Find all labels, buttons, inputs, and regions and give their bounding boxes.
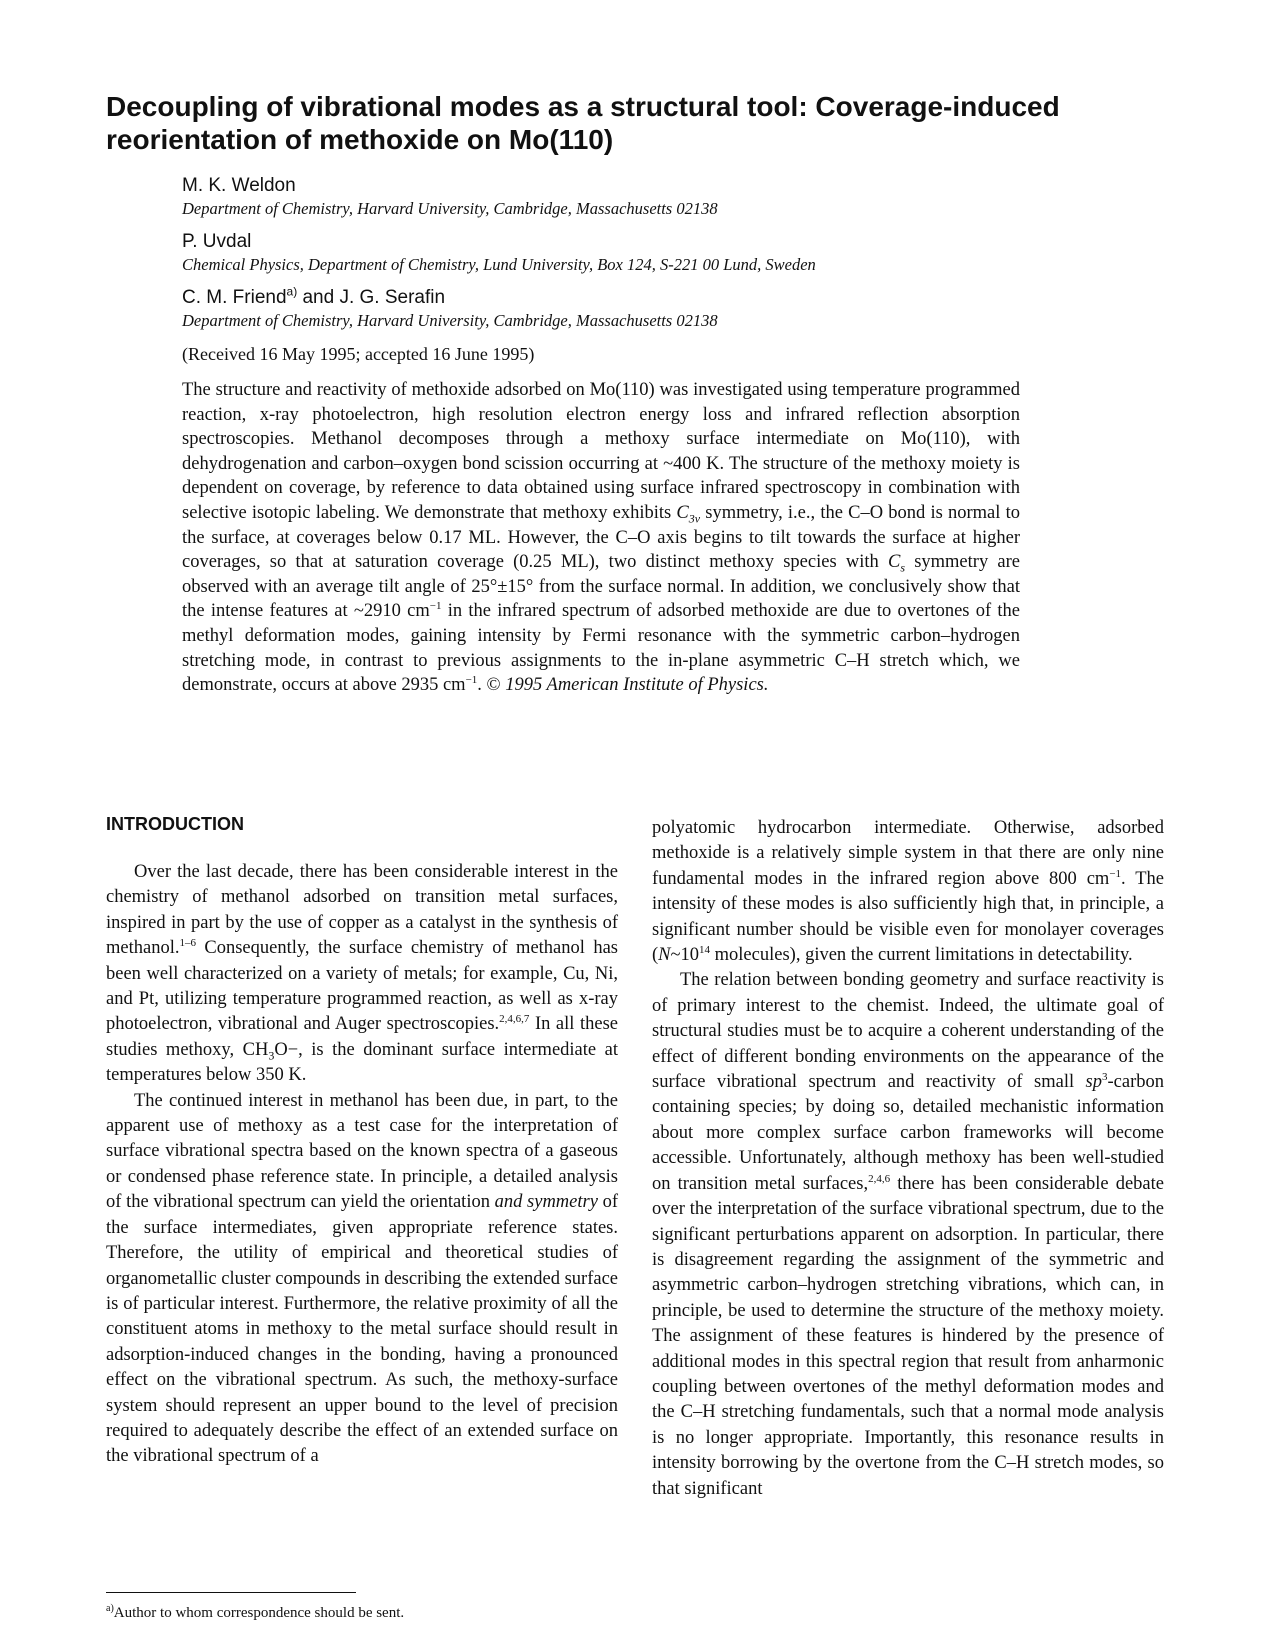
symmetry-symbol: C xyxy=(676,502,689,523)
body-text: O−, is the dominant surface intermediate at temperatures below 350 K. xyxy=(106,1039,618,1086)
abstract-text: in the infrared spectrum of adsorbed methoxide are due to overtones of the methyl deformation modes, gaining intensity by Fermi resonance with the symmetric carbon–hydrogen stretching mode, in contrast to previous assignments to the in-plane asymmetric C–H stretch which, we demonstrate, occurs at above 2935 cm xyxy=(182,601,1020,696)
abstract xyxy=(182,378,1020,698)
variable-symbol: N xyxy=(658,945,671,966)
variable-symbol: sp xyxy=(1085,1072,1102,1093)
footnote-mark: a) xyxy=(106,1603,114,1614)
body-paragraph xyxy=(106,1089,618,1470)
symmetry-symbol: C xyxy=(887,552,901,573)
footnote-text: Author to whom correspondence should be sent. xyxy=(113,1605,405,1621)
abstract-text: symmetry are observed with an average tilt angle of 25°±15° from the surface normal. In addition, we conclusively show that the intense features at ~2910 cm xyxy=(182,552,1020,622)
citation[interactable]: 2,4,6 xyxy=(868,1172,891,1185)
body-paragraph xyxy=(652,968,1164,1502)
section-heading: INTRODUCTION xyxy=(106,814,244,834)
author-block xyxy=(182,174,1022,366)
symmetry-subscript: s xyxy=(900,560,905,575)
exponent: 3 xyxy=(1102,1070,1108,1083)
body-paragraph xyxy=(106,860,618,1089)
unit-exponent: −1 xyxy=(1109,867,1122,880)
body-text: there has been considerable debate over the interpretation of the surface vibrational spectrum, due to the significant perturbations apparent on adsorption. In particular, there is disagreement regarding the assignment of the symmetric and asymmetric carbon–hydrogen stretching vibrations, which can, in principle, be used to determine the structure of the methoxy moiety. The assignment of these features is hindered by the presence of additional modes in this spectral region that result from anharmonic coupling between overtones of the methyl deformation modes and the C–H stretching fundamentals, such that a normal mode analysis is no longer appropriate. Importantly, this resonance results in intensity borrowing by the overtone from the C–H stretch modes, so that significant xyxy=(652,1173,1164,1499)
author-affiliation: Department of Chemistry, Harvard University, Cambridge, Massachusetts 02138 xyxy=(182,199,718,218)
body-text: molecules), given the current limitations in detectability. xyxy=(710,945,1133,966)
body-text: of the surface intermediates, given appropriate reference states. Therefore, the utility of empirical and theoretical studies of organometallic cluster compounds in describing the extended surface is of particular interest. Furthermore, the relative proximity of all the constituent atoms in methoxy to the metal surface should result in adsorption-induced changes in the bonding, having a pronounced effect on the vibrational spectrum. As such, the methoxy-surface system should represent an upper bound to the level of precision required to adequately describe the effect of an extended surface on the vibrational spectrum of a xyxy=(106,1192,619,1467)
received-dates: (Received 16 May 1995; accepted 16 June 1995) xyxy=(182,344,535,364)
footnote-divider xyxy=(106,1592,356,1593)
right-column xyxy=(652,816,1164,1502)
abstract-text: . © xyxy=(477,675,506,696)
left-column xyxy=(106,812,618,1470)
body-text: ~10 xyxy=(670,945,700,966)
body-paragraph xyxy=(652,816,1164,968)
paper-title: Decoupling of vibrational modes as a structural tool: Coverage-induced reorientation of methoxide on Mo(110) xyxy=(106,91,1060,155)
author-name-part: and J. G. Serafin xyxy=(297,287,446,308)
citation[interactable]: 1–6 xyxy=(179,937,196,950)
symmetry-subscript: 3v xyxy=(688,511,701,526)
body-text: Over the last decade, there has been considerable interest in the chemistry of methanol adsorbed on transition metal surfaces, inspired in part by the use of copper as a catalyst in the synthesis of methanol. xyxy=(106,862,618,959)
author-affiliation: Chemical Physics, Department of Chemistry, Lund University, Box 124, S-221 00 Lund, Sweden xyxy=(182,255,816,274)
body-text: Consequently, the surface chemistry of methanol has been well characterized on a variety of metals; for example, Cu, Ni, and Pt, utilizing temperature programmed reaction, as well as x-ray photoelectron, vibrational and Auger spectroscopies. xyxy=(106,938,618,1035)
body-text: . The intensity of these modes is also sufficiently high that, in principle, a significant number should be visible even for monolayer coverages ( xyxy=(652,868,1164,966)
author-name: P. Uvdal xyxy=(182,231,252,252)
copyright-notice: 1995 American Institute of Physics. xyxy=(505,675,769,696)
body-text: The relation between bonding geometry and surface reactivity is of primary interest to the chemist. Indeed, the ultimate goal of structural studies must be to acquire a coherent understanding of the effect of different bonding environments on the appearance of the surface vibrational spectrum and reactivity of small xyxy=(652,970,1164,1093)
footnote xyxy=(106,1603,404,1623)
author-footnote-mark: a) xyxy=(286,284,298,299)
abstract-text: The structure and reactivity of methoxide adsorbed on Mo(110) was investigated using temperature programmed reaction, x-ray photoelectron, high resolution electron energy loss and infrared reflection absorption spectroscopies. Methanol decomposes through a methoxy surface intermediate on Mo(110), with dehydrogenation and carbon–oxygen bond scission occurring at ~400 K. The structure of the methoxy moiety is dependent on coverage, by reference to data obtained using surface infrared spectroscopy in combination with selective isotopic labeling. We demonstrate that methoxy exhibits xyxy=(182,380,1020,523)
citation[interactable]: 2,4,6,7 xyxy=(499,1013,530,1026)
chemical-subscript: 3 xyxy=(268,1048,275,1063)
emphasis: and symmetry xyxy=(494,1192,598,1213)
unit-exponent: −1 xyxy=(465,673,478,686)
author-affiliation: Department of Chemistry, Harvard University, Cambridge, Massachusetts 02138 xyxy=(182,311,718,330)
body-text: The continued interest in methanol has been due, in part, to the apparent use of methoxy as a test case for the interpretation of surface vibrational spectra based on the known spectra of a gaseous or condensed phase reference state. In principle, a detailed analysis of the vibrational spectrum can yield the orientation xyxy=(106,1090,618,1213)
author-name xyxy=(182,286,1022,310)
abstract-text: symmetry, i.e., the C–O bond is normal to the surface, at coverages below 0.17 ML. However, the C–O axis begins to tilt towards the surface at higher coverages, so that at saturation coverage (0.25 ML), two distinct methoxy species with xyxy=(182,502,1020,573)
author-name-part: C. M. Friend xyxy=(182,287,287,308)
unit-exponent: −1 xyxy=(429,600,442,613)
body-text: polyatomic hydrocarbon intermediate. Otherwise, adsorbed methoxide is a relatively simple system in that there are only nine fundamental modes in the infrared region above 800 cm xyxy=(652,818,1164,889)
author-name: M. K. Weldon xyxy=(182,175,296,196)
exponent: 14 xyxy=(699,943,711,956)
body-text: In all these studies methoxy, CH xyxy=(106,1014,618,1060)
body-text: -carbon containing species; by doing so, detailed mechanistic information about more complex surface carbon frameworks will become accessible. Unfortunately, although methoxy has been well-studied on transition metal surfaces, xyxy=(652,1072,1164,1194)
